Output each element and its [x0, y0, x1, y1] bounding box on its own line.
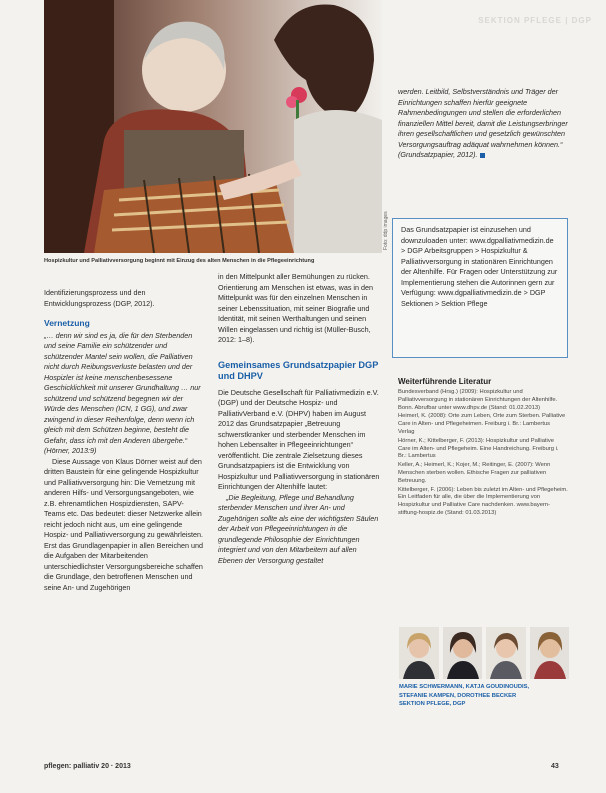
- photo-illustration: [44, 0, 382, 253]
- footer-journal: pflegen: palliativ 20 · 2013: [44, 763, 131, 770]
- author-portrait: [530, 627, 570, 679]
- column-b-top: in den Mittelpunkt aller Bemühungen zu rücken. Orientierung am Menschen ist etwas, was in den Mittelpunkt was für den einzelnen Menschen in seiner Lebenssituation, mit seiner Biografie und Identität, mit seinen Werthaltungen und seinen Willen eingelassen und richtig ist (Müller-Busch, 2012: 1–8).: [218, 272, 374, 344]
- photo-credit: Foto: ddp images: [383, 211, 389, 250]
- page-number: 43: [551, 763, 559, 770]
- section-label: SEKTION PFLEGE | DGP: [478, 16, 592, 25]
- author-portrait: [399, 627, 439, 679]
- column-a: [44, 288, 204, 593]
- photo-caption: Hospizkultur und Palliativversorgung beginnt mit Einzug des alten Menschen in die Pflegeeinrichtung: [44, 258, 315, 264]
- info-box-text: Das Grundsatzpapier ist einzusehen und downzuloaden unter: www.dgpalliativmedizin.de > DGP Arbeitsgruppen > Hospizkultur & Palliativversorgung in stationären Einrichtungen der Altenhilfe. Für Fragen oder Unterstützung zur Implementierung stehen die Autorinnen gern zur Verfügung: www.dgpalliativmedizin.de > DGP Sektionen > Sektion Pflege: [401, 225, 558, 308]
- column-b-body: Die Deutsche Gesellschaft für Palliativmedizin e.V. (DGP) und der Deutsche Hospiz- und PalliativVerband e.V. (DHPV) haben im August 2012 das Grundsatzpapier „Betreuung schwerstkranker und sterbender Menschen im hohen Lebensalter in Pflegeeinrichtungen“ veröffentlicht. Die zentrale Zielsetzung dieses Grundsatzpapiers ist die Entwicklung von Hospizkultur und Palliativversorgung in stationären Einrichtungen der Altenhilfe lautet:: [218, 387, 380, 491]
- literature-item: Bundesverband (Hrsg.) (2009): Hospizkultur und Palliativversorgung in stationären Einrichtungen der Altenhilfe. Bonn. Abrufbar unter www.dhpv.de (Stand: 01.02.2013): [398, 389, 558, 411]
- end-square-icon: [480, 153, 485, 158]
- author-portrait: [443, 627, 483, 679]
- literature-item: Heimerl, K. (2008): Orte zum Leben, Orte zum Sterben. Palliative Care in Alten- und Pflegeheimen. Freiburg i. Br.: Lambertus Verlag: [398, 413, 566, 435]
- literature-item: Keller, A.; Heimerl, K.; Kojer, M.; Reitinger, E. (2007): Wenn Menschen sterben wollen. Ethische Fragen zur palliativen Betreuung.: [398, 462, 551, 484]
- author-portrait: [486, 627, 526, 679]
- literature-item: Kittelberger, F. (2006): Leben bis zuletzt im Alten- und Pflegeheim. Ein Leitfaden für alle, die über die Implementierung von Hospizkultur und Palliative Care nachdenken. www.bayern-stiftung-hospiz.de (Stand: 01.03.2013): [398, 486, 568, 516]
- literature-section: [398, 377, 568, 519]
- column-a-body: Diese Aussage von Klaus Dörner weist auf den dritten Baustein für eine gelingende Hospizkultur und Palliativversorgung hin: Die Vernetzung mit anderen Hilfs- und Versorgungsangeboten, wie z.B. ehrenamtlichen Hospizdiensten, SAPV-Teams etc. Das bedeutet: dieser Netzwerke allein reicht jedoch nicht aus, um eine gelingende Hospiz- und Palliativversorgung zu gewährleisten. Erst das Grundlagenpapier in allen Bereichen und die Aufgaben der Mitarbeitenden unterschiedlichster Versorgungsbereiche schaffen die Grundlage, den betroffenen Menschen und seine An- und Zugehörigen: [44, 456, 204, 592]
- column-b: [218, 272, 381, 566]
- heading-grundsatzpapier: Gemeinsames Grundsatzpapier DGP und DHPV: [218, 359, 379, 381]
- column-c-quote: werden. Leitbild, Selbstverständnis und Träger der Einrichtungen schaffen hierfür geeignete Rahmenbedingungen und stellen die erforderlichen finanziellen Mittel bereit, damit die Leistungserbringer ihren gesellschaftlichen und gesetzlich gewünschten Versorgungsauftrag adäquat wahrnehmen können.“ (Grundsatzpapier, 2012).: [398, 87, 568, 159]
- heading-vernetzung: Vernetzung: [44, 318, 90, 328]
- author-credits: [399, 683, 569, 709]
- column-a-quote: „… denn wir sind es ja, die für den Sterbenden und seine Familie ein schützender und schützender Mantel sein wollen, die Palliativen nicht durch Reibungsverluste belasten und der Hospizler ist keine menschenbesessene Geschicklichkeit mit unserer Grundhaltung … nur schützend und schützend begegnen wir der Würde des Menschen (ICN, 1 GG), und zwar zwingend in dieser Reihenfolge, denn wenn ich gleich mit dem Schützen beginne, besteht die Gefahr, dass ich mit den Anderen übergehe.“ (Hörner, 2013:9): [44, 330, 201, 455]
- column-c: [398, 87, 568, 161]
- column-a-intro: Identifizierungsprozess und den Entwicklungsprozess (DGP, 2012).: [44, 288, 155, 308]
- literature-list: [398, 389, 568, 518]
- article-photo: [44, 0, 382, 253]
- literature-item: Hörner, K.; Kittelberger, F. (2013): Hospizkultur und Palliative Care im Alten- und Pflegeheim. Eine Handreichung. Freiburg i. Br.: Lambertus: [398, 437, 559, 460]
- author-names-line1: MARIE SCHWERMANN, KATJA GOUDINOUDIS,: [399, 684, 530, 690]
- author-names-line2: STEFANIE KAMPEN, DOROTHEE BECKER: [399, 692, 517, 699]
- info-box: [392, 218, 568, 358]
- author-section: SEKTION PFLEGE, DGP: [399, 701, 466, 707]
- author-portraits: [399, 627, 569, 679]
- column-b-quote: „Die Begleitung, Pflege und Behandlung sterbender Menschen und ihrer An- und Zugehörigen sollte als eine der wichtigsten Säulen der Arbeit von Pflegeeinrichtungen in die grundlegende Philosophie der Einrichtungen integriert und von den Mitarbeitern auf allen Ebenen der Versorgung gestaltet: [218, 492, 379, 565]
- literature-heading: Weiterführende Literatur: [398, 377, 492, 386]
